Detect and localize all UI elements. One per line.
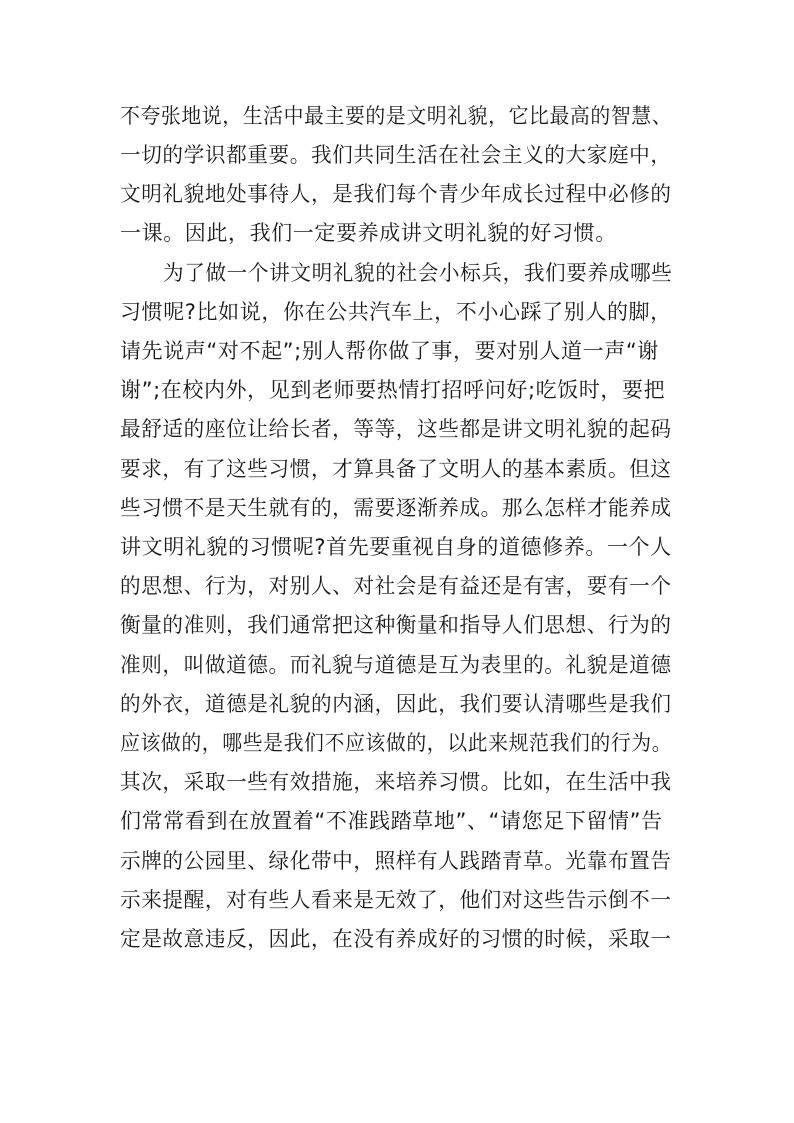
text-line: 一课。因此，我们一定要养成讲文明礼貌的好习惯。: [120, 221, 617, 245]
text-line: 些习惯不是天生就有的，需要逐渐养成。那么怎样才能养成: [120, 496, 672, 520]
text-line: 最舒适的座位让给长者，等等，这些都是讲文明礼貌的起码: [120, 417, 672, 441]
text-line: 请先说声“对不起”;别人帮你做了事，要对别人道一声“谢: [120, 339, 659, 363]
text-line: 习惯呢?比如说，你在公共汽车上，不小心踩了别人的脚，: [120, 300, 672, 324]
text-line: 文明礼貌地处事待人，是我们每个青少年成长过程中必修的: [120, 182, 672, 206]
paragraph-first-line: 为了做一个讲文明礼貌的社会小标兵，我们要养成哪些: [163, 261, 673, 285]
text-line: 一切的学识都重要。我们共同生活在社会主义的大家庭中，: [120, 143, 672, 167]
text-line: 讲文明礼貌的习惯呢?首先要重视自身的道德修养。一个人: [120, 535, 672, 559]
text-line: 不夸张地说，生活中最主要的是文明礼貌，它比最高的智慧、: [120, 104, 673, 128]
text-line: 的思想、行为，对别人、对社会是有益还是有害，要有一个: [120, 574, 672, 598]
text-line: 要求，有了这些习惯，才算具备了文明人的基本素质。但这: [120, 457, 672, 481]
text-line: 定是故意违反，因此，在没有养成好的习惯的时候，采取一: [120, 927, 672, 951]
text-line: 们常常看到在放置着“不准践踏草地”、“请您足下留情”告: [120, 809, 663, 833]
text-line: 应该做的，哪些是我们不应该做的，以此来规范我们的行为。: [120, 731, 673, 755]
text-line: 其次，采取一些有效措施，来培养习惯。比如，在生活中我: [120, 770, 672, 794]
text-line: 准则，叫做道德。而礼貌与道德是互为表里的。礼貌是道德: [120, 653, 672, 677]
text-line: 示牌的公园里、绿化带中，照样有人践踏青草。光靠布置告: [120, 849, 672, 873]
text-line: 示来提醒，对有些人看来是无效了，他们对这些告示倒不一: [120, 888, 672, 912]
text-line: 衡量的准则，我们通常把这种衡量和指导人们思想、行为的: [120, 613, 672, 637]
text-line: 谢”;在校内外，见到老师要热情打招呼问好;吃饭时，要把: [120, 378, 666, 402]
text-line: 的外衣，道德是礼貌的内涵，因此，我们要认清哪些是我们: [120, 692, 672, 716]
